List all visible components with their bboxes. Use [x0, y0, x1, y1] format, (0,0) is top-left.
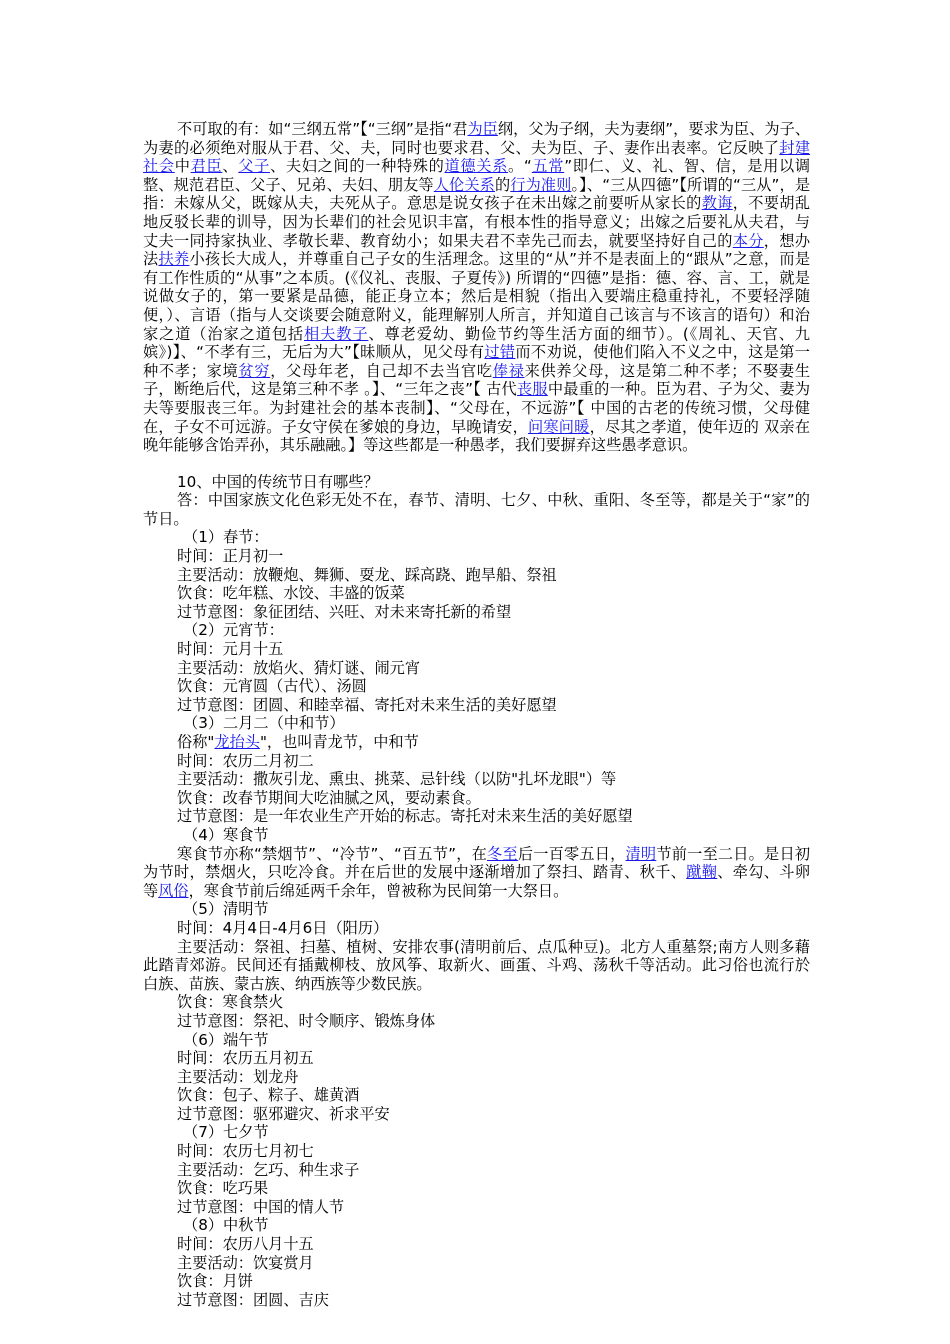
question-10: 10、中国的传统节日有哪些？ [177, 472, 379, 491]
hyperlink[interactable]: 人伦关系 [433, 175, 495, 194]
festival-title: （1）春节： [183, 528, 269, 547]
festival-line: 过节意图：象征团结、兴旺、对未来寄托新的希望 [177, 602, 512, 621]
hyperlink[interactable]: 丧服 [517, 380, 548, 399]
festival-line: 饮食：改春节期间大吃油腻之风，要动素食。 [177, 788, 481, 807]
festival-title: （4）寒食节 [183, 825, 269, 844]
qingming-activity: 主要活动：祭祖、扫墓、植树、安排农事(清明前后、点瓜种豆)。北方人重墓祭;南方人则多藉此踏青郊游。民间还有插戴柳枝、放风筝、取新火、画蛋、斗鸡、荡秋千等活动。此习俗也流行於白族、苗族、蒙古族、纳西族等少数民族。 [143, 937, 810, 993]
hyperlink[interactable]: 为臣 [467, 120, 498, 138]
festival-title: （3）二月二（中和节） [183, 714, 345, 733]
festival-alias [143, 733, 810, 752]
text-run: 后一百零五日， [517, 844, 626, 863]
festival-line: 主要活动：放焰火、猜灯谜、闹元宵 [177, 658, 420, 677]
festival-title: （2）元宵节： [183, 621, 284, 640]
festival-line: 主要活动：饮宴赏月 [177, 1253, 314, 1272]
festival-title: （6）端午节 [183, 1030, 269, 1049]
hyperlink[interactable]: 风俗 [158, 881, 189, 900]
hyperlink[interactable]: 道德关系 [444, 157, 509, 176]
text-run: 而不劝说，使他们陷入不义之中，这是第一种不孝；家境 [143, 343, 810, 380]
hyperlink[interactable]: 行为准则 [510, 175, 572, 194]
festival-line: 过节意图：中国的情人节 [177, 1197, 345, 1216]
hyperlink[interactable]: 父子 [238, 157, 270, 176]
festival-line: 过节意图：团圆、和睦幸福、寄托对未来生活的美好愿望 [177, 695, 557, 714]
festival-line: 主要活动：乞巧、种生求子 [177, 1160, 360, 1179]
text-run: 、尊老爱幼、勤俭节约等生活方面的细节）。(《周礼、天官、九嫔》)】、“不孝有三，无后为大”【昧顺从，见父母有 [143, 324, 810, 362]
hyperlink[interactable]: 教诲 [701, 194, 733, 213]
festival-line: 饮食：吃年糕、水饺、丰盛的饭菜 [177, 584, 405, 603]
text-run: 来供养父母，这是第二种不孝；不娶妻生子，断绝后代，这是第三种不孝 。】、“三年之丧”【 古代 [143, 361, 811, 399]
festival-line: 时间：4月4日-4月6日（阳历） [177, 918, 389, 937]
alias-prefix: 俗称" [177, 733, 215, 751]
link-longtaitou[interactable]: 龙抬头 [214, 733, 260, 751]
text-run: 。】、“三从四德”【所谓的“三从”，是指：未嫁从父，既嫁从夫，夫死从子。意思是说女孩子在未出嫁之前要听从家长的 [143, 175, 811, 213]
festival-line: 饮食：元宵圆（古代）、汤圆 [177, 677, 367, 696]
festival-line: 过节意图：是一年农业生产开始的标志。寄托对未来生活的美好愿望 [177, 807, 633, 826]
festival-line: 饮食：吃巧果 [177, 1179, 269, 1198]
hyperlink[interactable]: 君臣 [190, 157, 223, 176]
text-run: ，尽其之孝道，使年迈的 双亲在晚年能够含饴弄孙，其乐融融。】等这些都是一种愚孝，我们要摒弃这些愚孝意识。 [143, 417, 811, 455]
festival-line: 主要活动：放鞭炮、舞狮、耍龙、踩高跷、跑旱船、祭祖 [177, 565, 557, 584]
festival-line: 主要活动：撒灰引龙、熏虫、挑菜、忌针线（以防"扎坏龙眼"）等 [177, 770, 617, 789]
text-run: ，父母年老，自己却不去当官吃 [270, 361, 493, 380]
hyperlink[interactable]: 扶养 [158, 250, 190, 269]
paragraph-gap [143, 455, 810, 473]
hyperlink[interactable]: 冬至 [487, 844, 518, 863]
festival-list-1 [143, 528, 810, 714]
hyperlink[interactable]: 相夫教子 [304, 324, 369, 343]
hyperlink[interactable]: 俸禄 [492, 361, 525, 380]
text-run: ”即仁、义、礼、智、信，是用以调整、规范君臣、父子、兄弟、夫妇、朋友等 [143, 157, 811, 194]
alias-suffix: "，也叫青龙节，中和节 [259, 733, 419, 751]
hyperlink[interactable]: 蹴鞠 [686, 863, 718, 882]
text-run: 纲，父为子纲，夫为妻纲”，要求为臣、为子、为妻的必须绝对服从于君、父、夫，同时也要求君、父、夫为臣、子、妻作出表率。它反映了 [143, 120, 811, 157]
hyperlink[interactable]: 贫穷 [238, 361, 271, 380]
text-run: 中 [174, 157, 191, 176]
festival-line: 饮食：包子、粽子、雄黄酒 [177, 1086, 360, 1105]
festival-line: 时间：正月初一 [177, 547, 284, 566]
festival-line: 时间：元月十五 [177, 640, 284, 659]
text-run: 的 [494, 175, 511, 194]
festival-title: （5）清明节 [183, 900, 269, 919]
text-run: ，想办法 [143, 231, 811, 269]
festival-line: 饮食：月饼 [177, 1272, 253, 1291]
text-run: ，不要胡乱地反驳长辈的训导，因为长辈们的社会见识丰富，有根本性的指导意义；出嫁之后要礼从夫君，与丈夫一同持家执业、孝敬长辈、教育幼小；如果夫君不幸先己而去，就要坚持好自己的 [143, 194, 811, 250]
text-run: 、 [222, 157, 239, 176]
answer-10: 答：中国家族文化色彩无处不在，春节、清明、七夕、中秋、重阳、冬至等，都是关于“家”的节日。 [143, 491, 810, 528]
hanshi-paragraph [143, 845, 810, 901]
festival-line: 时间：农历二月初二 [177, 751, 314, 770]
text-run: 节前一至二日。是日初为节时，禁烟火，只吃冷食。并在后世的发展中逐渐增加了祭扫、踏青、秋千、 [143, 844, 811, 882]
text-run: 小孩长大成人，并尊重自己子女的生活理念。这里的“从”并不是表面上的“跟从”之意，而是有工作性质的“从事”之本质。(《仪礼、丧服、子夏传》) 所谓的“四德”是指：德、容、言、工，就是说做女子的，第一要紧是品德，能正身立本；然后是相貌（指出入要端庄稳重持礼，不要轻浮随便，）、言语（指与人交谈要会随意附义，能理解别人所言，并知道自己该言与不该言的语句）和治家之道（治家之道包括 [143, 250, 811, 343]
hyperlink[interactable]: 五常 [531, 157, 565, 176]
festival-line: 过节意图：祭祀、时令顺序、锻炼身体 [177, 1011, 436, 1030]
text-run: 寒食节亦称“禁烟节”、“冷节”、“百五节”，在 [177, 844, 488, 863]
festival-line: 时间：农历七月初七 [177, 1142, 314, 1161]
festival-line: 时间：农历五月初五 [177, 1049, 314, 1068]
festival-title: （8）中秋节 [183, 1216, 269, 1235]
festival-title: （7）七夕节 [183, 1123, 269, 1142]
hyperlink[interactable]: 问寒问暖 [527, 417, 590, 436]
festival-lines [143, 993, 810, 1030]
intro-paragraph [143, 120, 810, 455]
text-run: 。“ [508, 157, 532, 176]
hyperlink[interactable]: 清明 [625, 844, 657, 863]
festival-line: 主要活动：划龙舟 [177, 1067, 299, 1086]
text-run: 、夫妇之间的一种特殊的 [270, 157, 445, 176]
festival-line: 过节意图：团圆、吉庆 [177, 1290, 329, 1309]
hyperlink[interactable]: 本分 [732, 231, 764, 250]
festival-line: 时间：农历八月十五 [177, 1235, 314, 1254]
text-run: 中最重的一种。臣为君、子为父、妻为夫等要服丧三年。为封建社会的基本丧制】、“父母在，不远游”【 中国的古老的传统习惯，父母健在，子女不可远游。子女守侯在爹娘的身边，早晚请安， [143, 380, 811, 436]
festival-line: 饮食：寒食禁火 [177, 993, 284, 1012]
festival-list-2 [143, 1031, 810, 1310]
festival-line: 过节意图：驱邪避灾、祈求平安 [177, 1104, 390, 1123]
text-run: 不可取的有：如“三纲五常”【“三纲”是指“君 [177, 120, 468, 138]
festival-lines [143, 752, 810, 826]
hyperlink[interactable]: 过错 [484, 343, 516, 362]
hyperlink[interactable]: 封建社会 [143, 138, 811, 176]
text-run: 、牵勾、斗卵等 [143, 863, 811, 900]
text-run: ，寒食节前后绵延两千余年，曾被称为民间第一大祭日。 [188, 881, 569, 900]
